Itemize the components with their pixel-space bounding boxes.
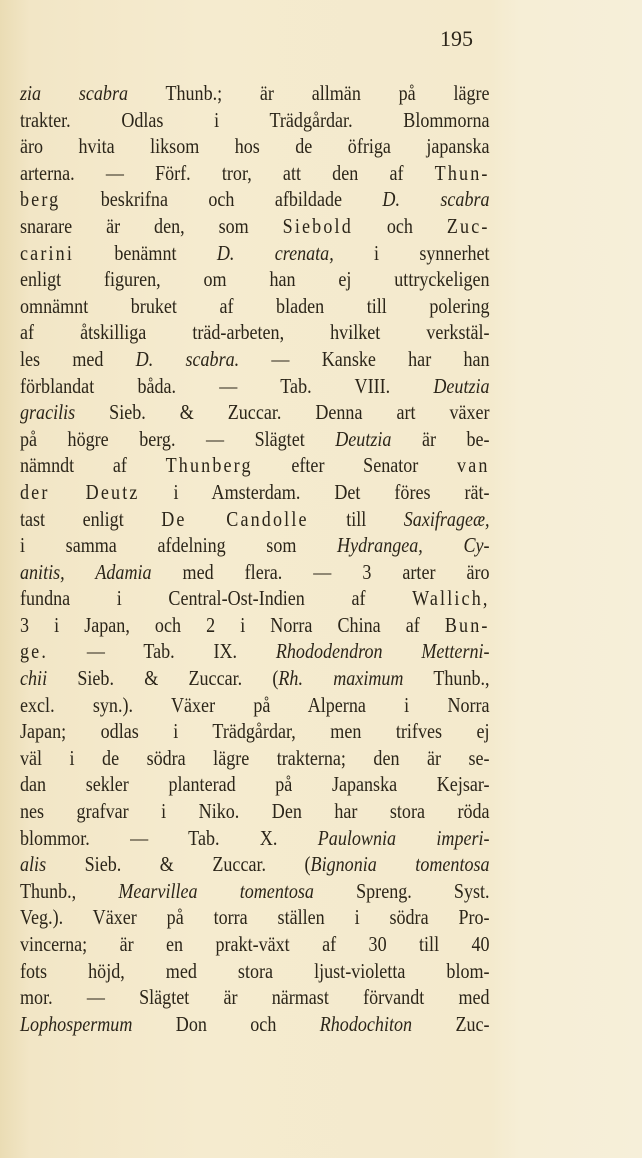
text-segment: Thunb., — [20, 878, 119, 903]
text-line — [20, 266, 490, 293]
spaced-name: carini — [20, 240, 75, 265]
text-line — [20, 186, 490, 213]
text-segment: med flera. — 3 arter äro — [151, 559, 490, 584]
italic-text: Deutzia — [335, 426, 392, 451]
text-line — [20, 904, 490, 931]
text-line — [20, 798, 490, 825]
text-segment: Veg.). Växer på torra ställen i södra Pro- — [20, 905, 490, 930]
spaced-name: ge. — [20, 639, 49, 664]
italic-text: Bignonia tomentosa — [310, 852, 490, 877]
text-line — [20, 160, 490, 187]
text-line — [20, 1011, 490, 1038]
text-segment: trakter. Odlas i Trädgårdar. Blommorna — [20, 107, 490, 132]
text-segment: Don och — [132, 1011, 320, 1036]
italic-text: Rh. maximum — [278, 666, 404, 691]
italic-text: chii — [20, 666, 48, 691]
italic-text: zia scabra — [20, 81, 129, 105]
text-segment: — Kanske har han — [239, 346, 490, 371]
text-segment: i Amsterdam. Det föres rät- — [139, 479, 490, 504]
italic-text: Mearvillea tomentosa — [118, 878, 314, 903]
text-line — [20, 851, 490, 878]
text-line — [20, 984, 490, 1011]
text-segment: blommor. — Tab. X. — [20, 825, 318, 850]
text-segment: äro hvita liksom hos de öfriga japanska — [20, 134, 490, 159]
text-segment: Zuc- — [412, 1011, 490, 1036]
text-line — [20, 479, 490, 506]
text-segment: Sieb. & Zuccar. Denna art växer — [75, 400, 490, 425]
text-segment: vincerna; är en prakt-växt af 30 till 40 — [20, 932, 490, 956]
text-segment: fundna i Central-Ost-Indien af — [20, 586, 413, 611]
italic-text: D. crenata, — [216, 240, 334, 265]
italic-text: anitis, Adamia — [20, 559, 152, 584]
body-text — [20, 80, 490, 1037]
text-line — [20, 692, 490, 719]
text-segment: arterna. — Förf. tror, att den af — [20, 160, 435, 185]
text-segment: Spreng. Syst. — [313, 878, 490, 903]
text-segment: benämnt — [74, 240, 217, 265]
italic-text: alis — [20, 852, 47, 877]
text-segment: fots höjd, med stora ljust-violetta blom- — [20, 958, 490, 983]
text-segment: omnämnt bruket af bladen till polering — [20, 293, 490, 318]
text-segment: beskrifna och afbildade — [60, 187, 383, 212]
spaced-name: Siebold — [282, 213, 353, 238]
spaced-name: van — [457, 453, 490, 478]
spaced-name: Bun- — [444, 612, 490, 637]
text-segment: nämndt af — [20, 453, 166, 478]
text-line — [20, 745, 490, 772]
text-line — [20, 133, 490, 160]
text-line — [20, 107, 490, 134]
text-segment: är be- — [391, 426, 490, 451]
text-segment: i samma afdelning som — [20, 533, 338, 558]
text-line — [20, 373, 490, 400]
text-segment: enligt figuren, om han ej uttryckeligen — [20, 267, 490, 292]
italic-text: Paulownia imperi- — [317, 825, 490, 850]
text-segment: les med — [20, 346, 136, 371]
italic-text: D. scabra. — [135, 346, 240, 371]
page-number: 195 — [440, 26, 473, 51]
spaced-name: Thunberg — [165, 453, 253, 478]
text-segment: nes grafvar i Niko. Den har stora röda — [20, 799, 490, 824]
text-line — [20, 612, 490, 639]
text-segment: mor. — Slägtet är närmast förvandt med — [20, 985, 490, 1010]
text-segment: Sieb. & Zuccar. ( — [47, 666, 279, 691]
italic-text: Deutzia — [433, 373, 490, 398]
text-line — [20, 213, 490, 240]
text-line — [20, 878, 490, 905]
text-segment: på högre berg. — Slägtet — [20, 426, 336, 451]
text-line — [20, 532, 490, 559]
spaced-name: berg — [20, 187, 61, 212]
text-segment: Japan; odlas i Trädgårdar, men trifves ej — [20, 719, 490, 744]
spaced-name: Wallich, — [412, 586, 490, 611]
text-segment: till — [308, 506, 404, 531]
text-line — [20, 718, 490, 745]
italic-text: Saxifrageæ, — [403, 506, 490, 531]
spaced-name: der Deutz — [20, 479, 140, 504]
text-line — [20, 426, 490, 453]
text-line — [20, 240, 490, 267]
text-line — [20, 585, 490, 612]
italic-text: Rhodochiton — [319, 1011, 413, 1036]
spaced-name: De Candolle — [161, 506, 309, 531]
text-segment: tast enligt — [20, 506, 162, 531]
italic-text: D. scabra — [382, 187, 490, 212]
italic-text: Lophospermum — [20, 1011, 133, 1036]
text-segment: väl i de södra lägre trakterna; den är se- — [20, 745, 490, 770]
text-line — [20, 958, 490, 985]
text-segment: af åtskilliga träd-arbeten, hvilket verkstäl- — [20, 320, 490, 345]
text-segment: Thunb.; är allmän på lägre — [128, 81, 490, 105]
text-segment: förblandat båda. — Tab. VIII. — [20, 373, 434, 398]
text-line — [20, 638, 490, 665]
text-segment: efter Senator — [252, 453, 458, 478]
text-segment: excl. syn.). Växer på Alperna i Norra — [20, 692, 490, 717]
text-line — [20, 506, 490, 533]
spaced-name: Zuc- — [446, 213, 490, 238]
spaced-name: Thun- — [434, 160, 490, 185]
text-line — [20, 931, 490, 958]
text-line — [20, 452, 490, 479]
italic-text: Hydrangea, Cy- — [337, 533, 490, 558]
text-segment: och — [352, 213, 447, 238]
text-line — [20, 346, 490, 373]
text-segment: dan sekler planterad på Japanska Kejsar- — [20, 772, 490, 797]
text-segment: Thunb., — [403, 666, 490, 691]
text-segment: 3 i Japan, och 2 i Norra China af — [20, 612, 445, 637]
text-line — [20, 319, 490, 346]
text-line — [20, 399, 490, 426]
text-line — [20, 80, 490, 107]
text-line — [20, 559, 490, 586]
text-line — [20, 825, 490, 852]
italic-text: gracilis — [20, 400, 76, 425]
italic-text: Rhododendron Metterni- — [275, 639, 490, 664]
text-segment: snarare är den, som — [20, 213, 283, 238]
text-segment: Sieb. & Zuccar. ( — [46, 852, 311, 877]
text-line — [20, 665, 490, 692]
text-segment: — Tab. IX. — [48, 639, 276, 664]
text-line — [20, 771, 490, 798]
text-line — [20, 293, 490, 320]
text-segment: i synnerhet — [333, 240, 490, 265]
